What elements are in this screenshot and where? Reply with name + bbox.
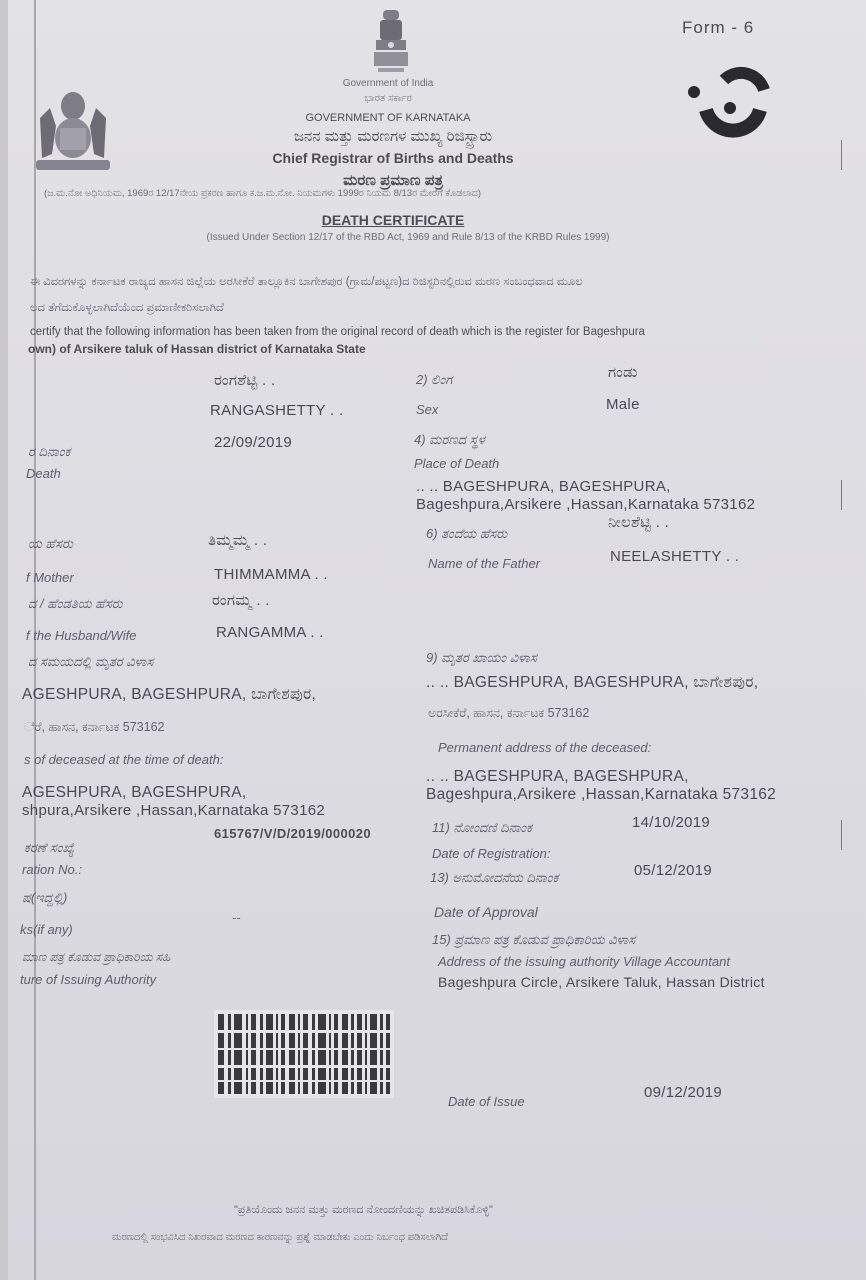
- addr-time-line1: AGESHPURA, BAGESHPURA, ಬಾಗೇಶಪುರ,: [22, 686, 317, 703]
- sig-label-kn: ಮಾಣ ಪತ್ರ ಕೊಡುವ ಪ್ರಾಧಿಕಾರಿಯ ಸಹಿ: [22, 950, 171, 964]
- approval-value: 05/12/2019: [634, 862, 713, 879]
- dod-label-kn: ರ ದಿನಾಂಕ: [28, 444, 71, 459]
- header-registrar: Chief Registrar of Births and Deaths: [272, 150, 514, 166]
- mother-label-kn: ಯ ಹೆಸರು: [28, 536, 73, 551]
- mother-label: f Mother: [26, 570, 74, 585]
- perm-label: Permanent address of the deceased:: [438, 740, 652, 755]
- addr-time-label: s of deceased at the time of death:: [24, 752, 224, 767]
- perm-kn-line1: .. .. BAGESHPURA, BAGESHPURA, ಬಾಗೇಶಪುರ,: [426, 674, 759, 691]
- perm-en1: .. .. BAGESHPURA, BAGESHPURA,: [426, 768, 689, 785]
- sex-label-kn: 2) ಲಿಂಗ: [416, 372, 453, 387]
- father-value: NEELASHETTY . .: [610, 548, 740, 565]
- reg-no-label: ration No.:: [22, 862, 82, 877]
- father-kn-value: ನೀಲಶೆಟ್ಟಿ . .: [608, 514, 670, 531]
- approval-label-kn: 13) ಅನುಮೋದನೆಯ ದಿನಾಂಕ: [430, 870, 559, 885]
- dod-value: 22/09/2019: [214, 434, 293, 451]
- margin-mark: [841, 140, 842, 170]
- certificate-title: DEATH CERTIFICATE: [321, 212, 465, 228]
- reg-no-value: 615767/V/D/2019/000020: [214, 826, 371, 841]
- footer-kn-line2: ಮರಣದಲ್ಲಿ ಸಂಭವಿಸಿದ ನಿಖರವಾದ ಮರಣದ ಕಾರಣವನ್ನು ಪ್ರಶ್ನೆ ಮಾಡಬೇಕು ಎಂದು ನಿರ್ಬಂಧ ಪಡಿಸಲಾಗಿದೆ: [112, 1232, 449, 1243]
- form-number: Form - 6: [682, 18, 755, 37]
- issue-label: Date of Issue: [448, 1094, 525, 1109]
- reg-date-label-kn: 11) ನೋಂದಣಿ ದಿನಾಂಕ: [432, 820, 533, 835]
- header-act-kn: (ಜ.ಮ.ನೋ ಅಧಿನಿಯಮ, 1969ರ 12/17ನೇಯ ಪ್ರಕರಣ ಹಾಗೂ ಕ.ಜ.ಮ.ನೋ. ನಿಯಮಗಳು 1999ರ ನಿಯಮ 8/13ರ ಮೇರೆಗೆ ಕೊಡಲಾದ): [44, 188, 482, 199]
- addr-time-label-kn: ದ ಸಮಯದಲ್ಲಿ ಮೃತರ ವಿಳಾಸ: [28, 654, 154, 669]
- intro-kn-line2: ಲದ ತೆಗೆದುಕೊಳ್ಳಲಾಗಿದೆಯೆಂದ ಪ್ರಮಾಣೀಕರಿಸಲಾಗಿದೆ: [30, 302, 224, 314]
- approval-label: Date of Approval: [434, 904, 538, 920]
- name-kn-value: ರಂಗಶೆಟ್ಟಿ . .: [214, 372, 276, 389]
- sex-value: Male: [606, 396, 640, 413]
- perm-kn-line2: ಅರಸೀಕೆರೆ, ಹಾಸನ, ಕರ್ನಾಟಕ 573162: [428, 706, 590, 720]
- sex-kn-value: ಗಂಡು: [608, 364, 638, 381]
- intro-kn-line1: ಈ ವಿವರಗಳನ್ನು ಕರ್ನಾಟಕ ರಾಜ್ಯದ ಹಾಸನ ಜಿಲ್ಲೆಯ ಅರಸೀಕೆರೆ ತಾಲ್ಲೂಕಿನ ಬಾಗೇಶಪುರ (ಗ್ರಾಮ/ಪಟ್ಟಣ)ದ ರಿಜಿಸ್ಟರಿನಲ್ಲಿರುವ ಮರಣ ಸಂಬಂಧವಾದ ಮೂಲ: [30, 276, 583, 288]
- certificate-sheet: [8, 0, 866, 1280]
- header-gov-karnataka: GOVERNMENT OF KARNATAKA: [305, 112, 471, 124]
- sig-label: ture of Issuing Authority: [20, 972, 157, 987]
- addr-time-line2-kn: ೆರೆ, ಹಾಸನ, ಕರ್ನಾಟಕ 573162: [24, 720, 165, 734]
- header-registrar-kn: ಜನನ ಮತ್ತು ಮರಣಗಳ ಮುಖ್ಯ ರಿಜಿಸ್ಟ್ರಾರು: [293, 128, 493, 145]
- spouse-label-kn: ದ / ಹೆಂಡತಿಯ ಹೆಸರು: [28, 596, 123, 611]
- name-value: RANGASHETTY . .: [210, 402, 344, 419]
- header-gov-india: Government of India: [342, 78, 434, 89]
- spouse-value: RANGAMMA . .: [216, 624, 324, 641]
- spouse-label: f the Husband/Wife: [26, 628, 137, 643]
- national-emblem-icon: [368, 6, 414, 78]
- perm-en2: Bageshpura,Arsikere ,Hassan,Karnataka 573162: [426, 786, 777, 803]
- dod-label: Death: [26, 466, 61, 481]
- remarks-label: ks(if any): [20, 922, 73, 937]
- issued-under: (Issued Under Section 12/17 of the RBD Act, 1969 and Rule 8/13 of the KRBD Rules 1999): [206, 232, 610, 243]
- footer-kn-line1: "ಪ್ರತಿಯೊಂದು ಜನನ ಮತ್ತು ಮರಣದ ನೋಂದಣಿಯನ್ನು ಖಚಿತಪಡಿಸಿಕೊಳ್ಳಿ": [234, 1204, 493, 1216]
- barcode-icon: [214, 1010, 394, 1098]
- perm-label-kn: 9) ಮೃತರ ಖಾಯಂ ವಿಳಾಸ: [426, 650, 537, 665]
- addr-time-en2: shpura,Arsikere ,Hassan,Karnataka 573162: [22, 802, 326, 819]
- issue-date-value: 09/12/2019: [644, 1084, 723, 1101]
- pod-value-line2: Bageshpura,Arsikere ,Hassan,Karnataka 573162: [416, 496, 756, 513]
- reg-date-label: Date of Registration:: [432, 846, 551, 861]
- reg-date-value: 14/10/2019: [632, 814, 711, 831]
- spouse-kn-value: ರಂಗಮ್ಮ . .: [212, 592, 270, 609]
- pod-value-line1: .. .. BAGESHPURA, BAGESHPURA,: [416, 478, 671, 495]
- intro-en-line2: own) of Arsikere taluk of Hassan district of Karnataka State: [28, 342, 366, 356]
- header-gov-india-kn: ಭಾರತ ಸರ್ಕಾರ: [364, 93, 412, 104]
- authority-label-kn: 15) ಪ್ರಮಾಣ ಪತ್ರ ಕೊಡುವ ಪ್ರಾಧಿಕಾರಿಯ ವಿಳಾಸ: [432, 932, 636, 947]
- mother-kn-value: ತಿಮ್ಮಮ್ಮ . .: [208, 532, 268, 549]
- intro-en-line1: certify that the following information has been taken from the original record of death which is the register for Bageshpura: [30, 326, 645, 338]
- margin-mark: [841, 480, 842, 510]
- addr-time-en1: AGESHPURA, BAGESHPURA,: [22, 784, 247, 801]
- father-label: Name of the Father: [428, 556, 540, 571]
- pod-label-kn: 4) ಮರಣದ ಸ್ಥಳ: [414, 432, 485, 447]
- margin-mark: [841, 820, 842, 850]
- authority-label: Address of the issuing authority Village Accountant: [438, 954, 730, 969]
- remarks-label-kn: ಷ(ಇದ್ದಲ್ಲಿ): [22, 890, 68, 905]
- father-label-kn: 6) ತಂದೆಯ ಹೆಸರು: [426, 526, 508, 541]
- header-title-kn: ಮರಣ ಪ್ರಮಾಣ ಪತ್ರ: [343, 172, 443, 189]
- authority-value: Bageshpura Circle, Arsikere Taluk, Hassan District: [438, 974, 765, 990]
- remarks-value: --: [232, 910, 241, 925]
- reg-no-label-kn: ಕರಣೆ ಸಂಖ್ಯೆ: [24, 840, 75, 855]
- sex-label: Sex: [416, 402, 439, 417]
- mother-value: THIMMAMMA . .: [214, 566, 328, 583]
- pod-label: Place of Death: [414, 456, 500, 471]
